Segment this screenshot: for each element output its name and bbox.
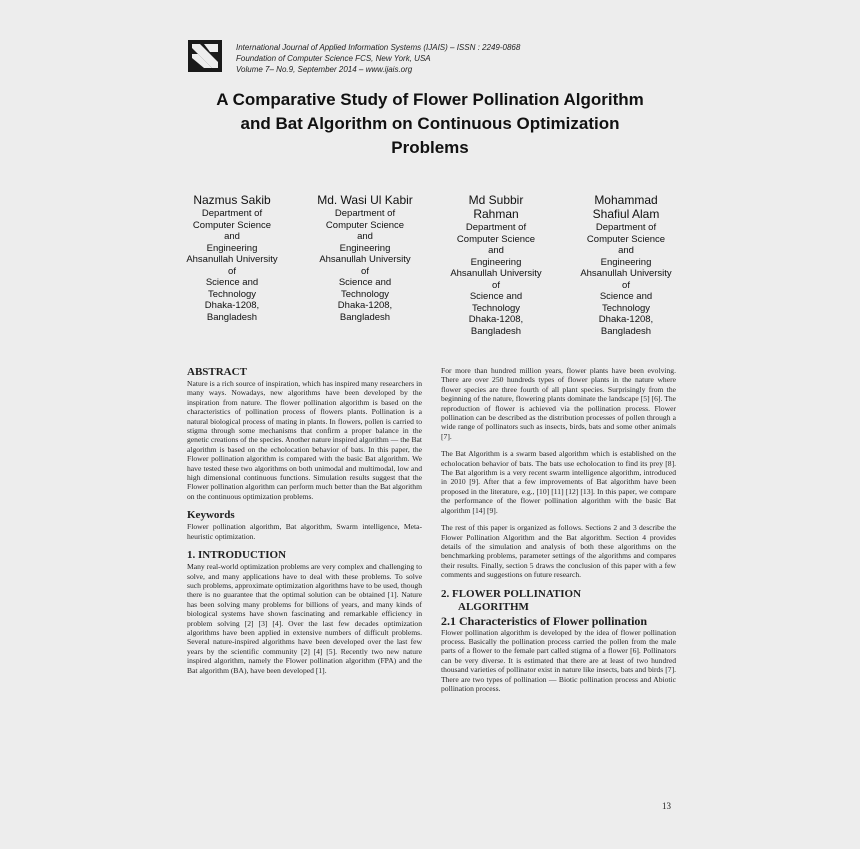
author-affiliation: Department of Computer Science and Engineering Ahsanullah University of Science and Technology Dhaka-1208, Bangladesh [580,222,672,337]
section-2-heading-line-1: 2. FLOWER POLLINATION [441,587,582,600]
left-column [187,366,422,683]
page-number: 13 [662,801,671,811]
right-paragraph-1: For more than hundred million years, flower plants have been evolving. There are over 250 hundreds types of flower plants in the nature where flower species are three fourth of all plant species. Surprisingly from the beginning of the nature, flowering plants dominate the landscape [5] [6]. The reproduction of flower is achieved via the pollination process. Flower pollination can be described as the distribution processes of pollen through a wide range of pollinators such as insects, birds, bats and some other animals [7]. [441,366,676,441]
author-name: Md. Wasi Ul Kabir [317,193,413,207]
introduction-heading: 1. INTRODUCTION [187,549,287,562]
author-name: Md Subbir Rahman [468,193,524,221]
author-block-3 [437,193,555,337]
author-affiliation: Department of Computer Science and Engineering Ahsanullah University of Science and Technology Dhaka-1208, Bangladesh [186,208,278,323]
author-block-4 [567,193,685,337]
right-paragraph-4: Flower pollination algorithm is developed by the idea of flower pollination process. Basically the pollination process carried the pollen from the male parts of a flower to the female part called stigma of a flower [6]. Pollinators can be very diverse. It is estimated that there are at least of two hundred thousand varieties of pollinator exist in nature like insects, bats and birds [7]. There are two types of pollination — Biotic pollination process and Abiotic pollination process. [441,627,676,693]
abstract-heading: ABSTRACT [187,366,247,378]
title-line-2: and Bat Algorithm on Continuous Optimization [240,114,620,133]
journal-logo [188,40,222,72]
right-paragraph-3: The rest of this paper is organized as follows. Sections 2 and 3 describe the Flower Pollination Algorithm and the Bat algorithm. Section 4 provides details of the simulation and analysis of both these algorithms on the benchmarking problems, parameter settings of the algorithms and compares their results. Finally, section 5 draws the conclusion of this paper with a few comments and suggestions on future research. [441,523,676,580]
title-line-1: A Comparative Study of Flower Pollination Algorithm [216,90,644,109]
author-name: Mohammad Shafiul Alam [592,193,660,221]
keywords-text: Flower pollination algorithm, Bat algorithm, Swarm intelligence, Meta-heuristic optimization. [187,522,422,541]
author-name: Nazmus Sakib [193,193,271,207]
journal-line-2: Foundation of Computer Science FCS, New York, USA [236,54,431,63]
right-paragraph-2: The Bat Algorithm is a swarm based algorithm which is established on the echolocation behavior of bats. The bats use echolocation to find its prey [8]. The Bat algorithm is a very recent swarm intelligence algorithm, introduced in 2010 [9]. After that a few improvements of Bat algorithm have been proposed in the literature, e.g., [10] [11] [12] [13]. In this paper, we compare the performance of the flower pollination algorithm with the basic Bat algorithm [14] [9]. [441,449,676,515]
author-block-2 [306,193,424,323]
abstract-text: Nature is a rich source of inspiration, which has inspired many researchers in many ways. Nowadays, new algorithms have been developed by the inspiration from nature. The flower pollination algorithm is based on the characteristics of pollination process of flowers plants. Pollination is a natural biological process of mating in plants. In flowers, pollen is carried to stigma through some mechanisms that confirm a proper balance in the genetic creations of the species. Another nature inspired algorithm — the Bat algorithm is based on the echolocation behavior of bats. In this paper, the Flower pollination algorithm is compared with the basic Bat algorithm. We have tested these two algorithms on both unimodal and multimodal, low and high dimensional continuous functions. Simulation results suggest that the Flower pollination algorithm can perform much better than the Bat algorithm on the continuous optimization problems. [187,379,422,501]
subsection-2-1-heading: 2.1 Characteristics of Flower pollination [441,613,648,628]
right-column [441,366,676,701]
journal-header [236,42,520,75]
paper-title [150,88,710,160]
journal-line-3: Volume 7– No.9, September 2014 – www.ijais.org [236,65,413,74]
author-affiliation: Department of Computer Science and Engineering Ahsanullah University of Science and Technology Dhaka-1208, Bangladesh [450,222,542,337]
section-2-heading-line-2: ALGORITHM [458,600,529,613]
author-affiliation: Department of Computer Science and Engineering Ahsanullah University of Science and Technology Dhaka-1208, Bangladesh [319,208,411,323]
journal-line-1: International Journal of Applied Information Systems (IJAIS) – ISSN : 2249-0868 [236,43,521,52]
introduction-text: Many real-world optimization problems are very complex and challenging to solve, and many applications have to deal with these problems. To solve such problems, approximate optimization algorithms have to be used, though there is no guarantee that the optimal solution can be obtained [1]. Nature has been solving many problems for billions of years, and many kinds of biological systems have shown fascinating and remarkable efficiency in problem solving [2] [3] [4]. Over the last few decades optimization algorithms have been applied in extensive numbers of difficult problems. Several nature-inspired algorithms have been developed over the last few years by the scientific community [2] [4] [5]. Recently two new nature inspired algorithm, namely the Flower pollination algorithm (FPA) and the Bat algorithm (BA), have been developed [1]. [187,562,422,675]
title-line-3: Problems [391,138,469,157]
author-block-1 [173,193,291,323]
keywords-heading: Keywords [187,509,235,522]
